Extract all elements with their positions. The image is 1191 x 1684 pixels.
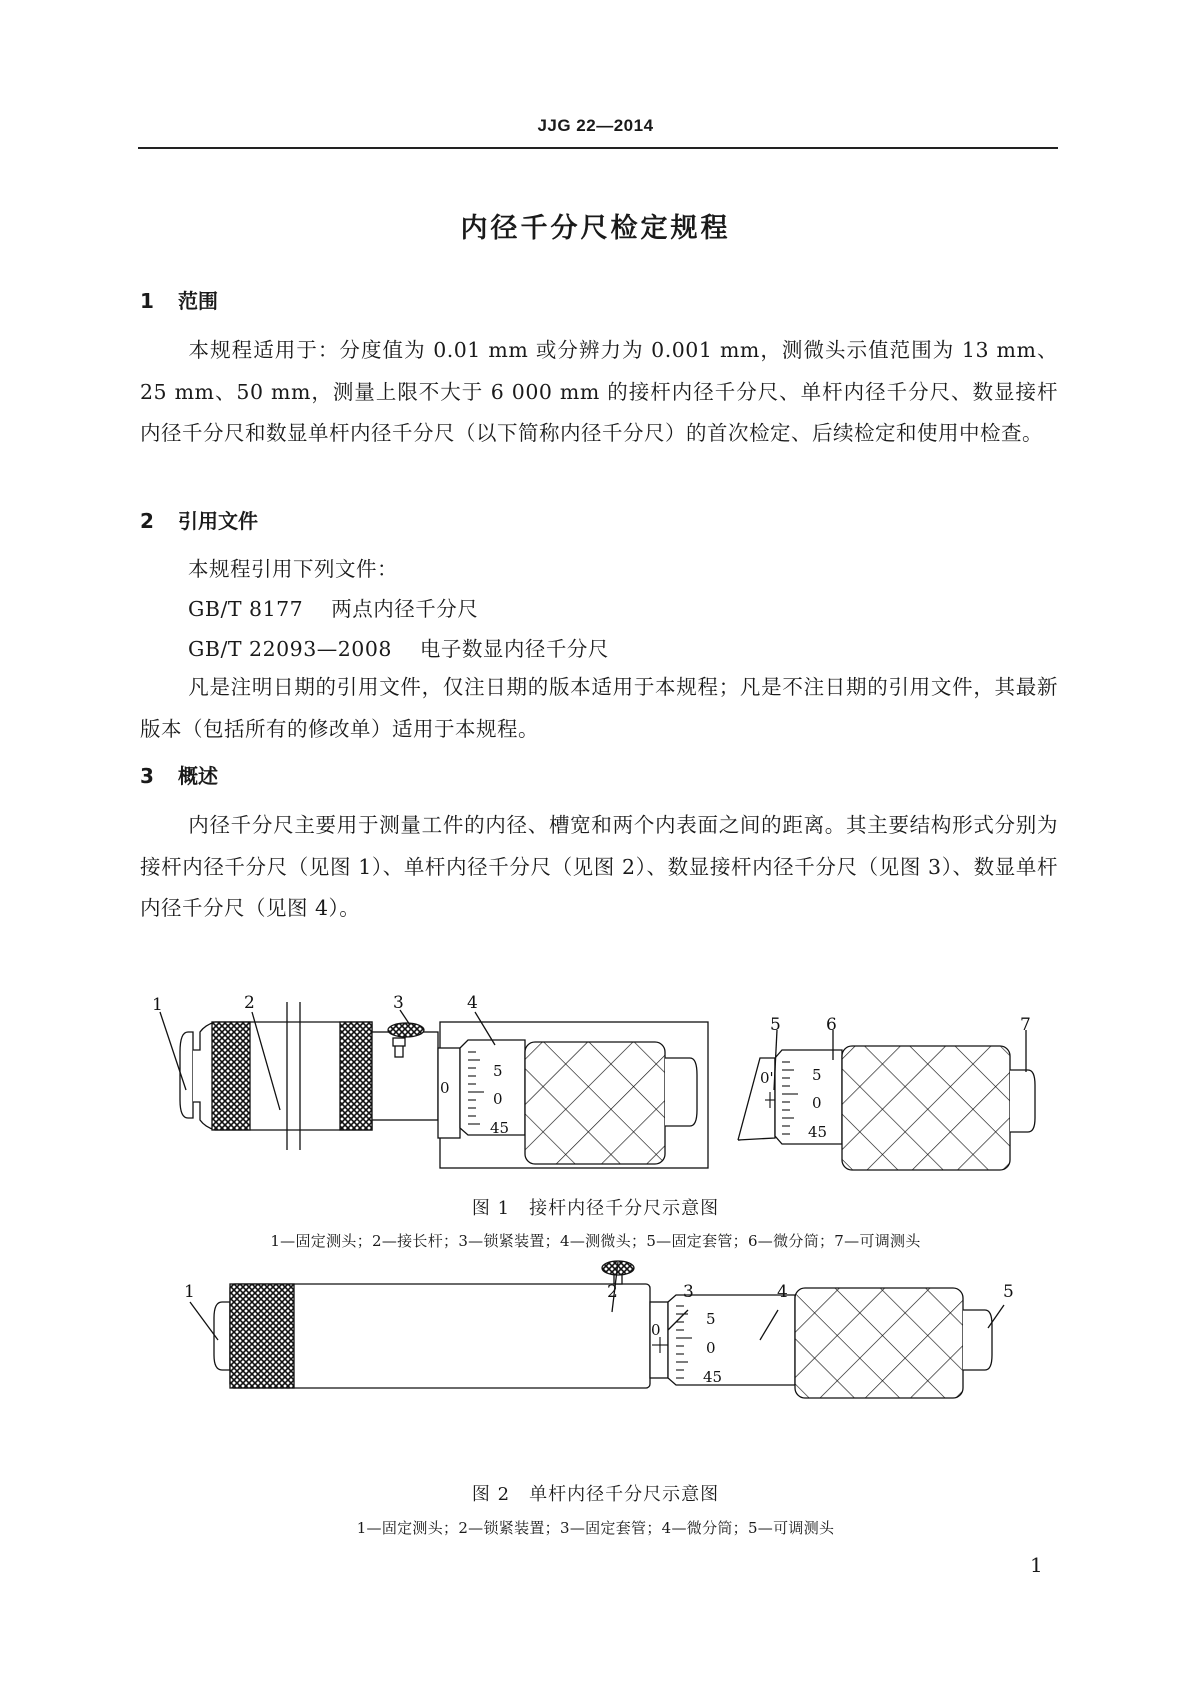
fig2-scale-zero: 0	[651, 1321, 661, 1339]
page-number: 1	[1030, 1553, 1043, 1577]
fig1-scale-bottom: 45	[490, 1119, 510, 1137]
fig2-thimble	[668, 1295, 795, 1385]
refs-intro: 本规程引用下列文件：	[188, 557, 398, 581]
figure-2-legend: 1—固定测头；2—锁紧装置；3—固定套管；4—微分筒；5—可调测头	[356, 1519, 835, 1537]
ref-item-1-name: 两点内径千分尺	[331, 597, 479, 621]
figure-1-drawing	[160, 1002, 1035, 1170]
page-title: 内径千分尺检定规程	[460, 213, 731, 244]
fig1-lock-stem	[395, 1045, 403, 1057]
fig1-end-cap	[665, 1058, 697, 1126]
fig2-label-4: 4	[777, 1282, 788, 1302]
section-1-title: 范围	[178, 289, 218, 313]
fig2-label-2: 2	[607, 1282, 618, 1302]
fig2-ratchet-knurl	[795, 1288, 963, 1398]
figure-2-caption: 图 2 单杆内径千分尺示意图	[471, 1484, 720, 1505]
fig1-detail-end-cap	[1010, 1070, 1035, 1132]
figure-2-drawing	[190, 1261, 1004, 1398]
fig1-label-5: 5	[770, 1015, 781, 1035]
fig2-scale-mid: 0	[706, 1339, 716, 1357]
fig1-label-2: 2	[244, 993, 255, 1013]
fig1-ratchet-knurl	[525, 1042, 665, 1164]
fig1-lock-knob	[388, 1023, 424, 1037]
fig2-label-3: 3	[683, 1282, 694, 1302]
fig2-sleeve	[650, 1302, 668, 1378]
fig2-end-cap	[963, 1310, 992, 1370]
ref-item-1-code: GB/T 8177	[188, 597, 304, 621]
fig1-label-7: 7	[1020, 1015, 1031, 1035]
fig2-fixed-probe	[214, 1302, 230, 1370]
section-2-title: 引用文件	[178, 509, 258, 533]
overview-text: 内径千分尺主要用于测量工件的内径、槽宽和两个内表面之间的距离。其主要结构形式分别为接杆内径千分尺（见图 1）、单杆内径千分尺（见图 2）、数显接杆内径千分尺（见图 3）、数显单杆内径千分尺（见图 4）。	[140, 813, 1058, 920]
section-1-number: 1	[140, 289, 154, 313]
fig1-scale-zero: 0	[440, 1079, 450, 1097]
fig1-detail-ratchet	[842, 1046, 1010, 1170]
fig2-scale-top: 5	[706, 1310, 716, 1328]
document-code: JJG 22—2014	[537, 116, 654, 135]
fig1-label-4: 4	[467, 993, 478, 1013]
fig1-detail-scale-zero: 0'	[760, 1069, 774, 1087]
fig1-knurl-left	[212, 1022, 250, 1130]
fig1-label-1: 1	[152, 995, 163, 1015]
section-3-title: 概述	[178, 764, 218, 788]
fig1-label-6: 6	[826, 1015, 837, 1035]
fig1-label-3: 3	[393, 993, 404, 1013]
fig1-knurl-right	[340, 1022, 372, 1130]
section-2-number: 2	[140, 509, 154, 533]
fig1-lock-stem-base	[393, 1038, 405, 1046]
ref-item-2-code: GB/T 22093—2008	[188, 637, 392, 661]
fig1-scale-top: 5	[493, 1062, 503, 1080]
fig1-detail-scale-mid: 0	[812, 1094, 822, 1112]
refs-note: 凡是注明日期的引用文件，仅注日期的版本适用于本规程；凡是不注日期的引用文件，其最新版本（包括所有的修改单）适用于本规程。	[140, 675, 1058, 741]
fig2-label-1: 1	[184, 1282, 195, 1302]
figure-1-caption: 图 1 接杆内径千分尺示意图	[471, 1198, 720, 1219]
fig2-label-5: 5	[1003, 1282, 1014, 1302]
ref-item-2-name: 电子数显内径千分尺	[419, 637, 609, 661]
scope-text: 本规程适用于：分度值为 0.01 mm 或分辨力为 0.001 mm，测微头示值范围为 13 mm、25 mm、50 mm，测量上限不大于 6 000 mm 的接杆内径千分尺、单杆内径千分尺、数显接杆内径千分尺和数显单杆内径千分尺（以下简称内径千分尺）的首次检定、后续检定和使用中检查。	[140, 338, 1058, 445]
fig2-rod-knurl	[230, 1284, 294, 1388]
figure-1-legend: 1—固定测头；2—接长杆；3—锁紧装置；4—测微头；5—固定套管；6—微分筒；7—可调测头	[270, 1232, 921, 1250]
fig1-detail-scale-bottom: 45	[808, 1123, 828, 1141]
fig2-scale-bottom: 45	[703, 1368, 723, 1386]
fig1-fixed-probe	[180, 1032, 193, 1118]
fig1-detail-scale-top: 5	[812, 1066, 822, 1084]
fig1-scale-mid: 0	[493, 1090, 503, 1108]
section-3-number: 3	[140, 764, 154, 788]
